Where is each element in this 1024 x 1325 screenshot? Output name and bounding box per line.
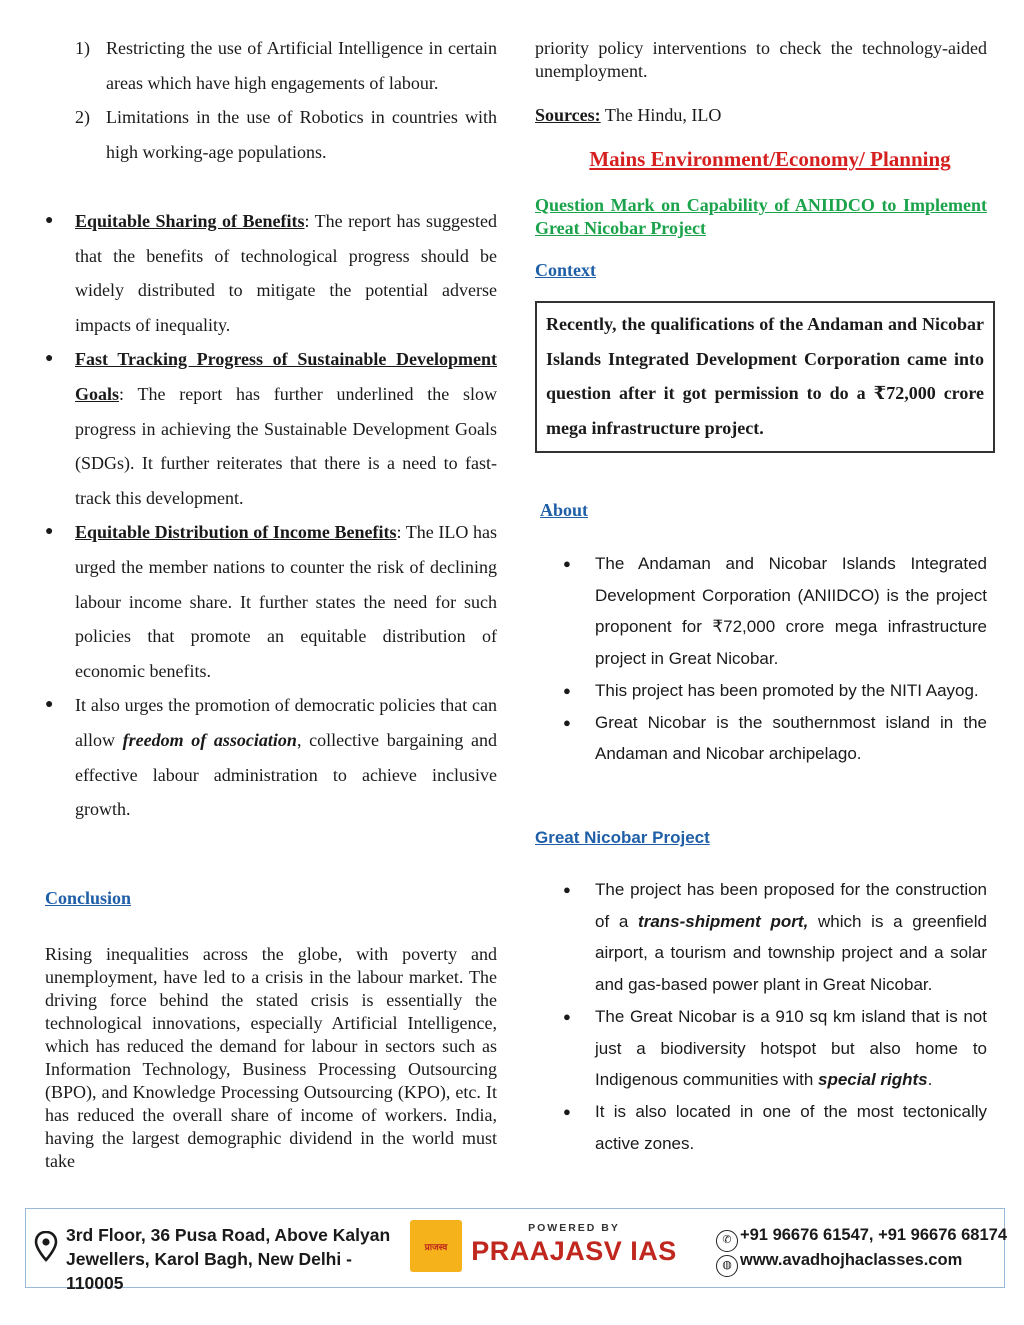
bullet-text: : The report has suggested that the benefits of technological progress should be widely distributed to mitigate the potential adverse impacts of inequality.	[75, 211, 498, 335]
bullet-text: The project has been proposed for the construction of a	[595, 880, 987, 931]
bullet-item	[45, 688, 497, 826]
item-number: 1)	[75, 38, 90, 58]
bullet-dot: ●	[563, 1008, 571, 1024]
bullet-item	[535, 1096, 987, 1159]
bullet-dot: ●	[563, 1103, 571, 1119]
powered-by-label: POWERED BY	[528, 1222, 620, 1234]
context-box: Recently, the qualifications of the Andaman and Nicobar Islands Integrated Development Corporation came into question after it got permission to do a ₹72,000 crore mega infrastructure project.	[535, 301, 995, 453]
bullet-item	[535, 675, 987, 707]
conclusion-text: Rising inequalities across the globe, with poverty and unemployment, have led to a crisis in the labour market. The driving force behind the stated crisis is essentially the technological innovations, especially Artificial Intelligence, which has reduced the demand for labour in sectors such as Information Technology, Business Processing Outsourcing (BPO), and Knowledge Processing Outsourcing (KPO), etc. It has reduced the overall share of income of workers. India, having the largest demographic dividend in the world must take	[45, 944, 497, 1171]
article-title: Question Mark on Capability of ANIIDCO to Implement Great Nicobar Project	[535, 195, 987, 238]
bullet-dot: ●	[563, 556, 571, 571]
footer-phones	[716, 1226, 1007, 1252]
bullet-text: : The report has further underlined the slow progress in achieving the Sustainable Development Goals (SDGs). It further reiterates that there is a need to fast-track this development.	[75, 383, 497, 508]
bullet-item	[535, 707, 987, 770]
item-text: Restricting the use of Artificial Intelligence in certain areas which have high engagements of labour.	[106, 38, 497, 93]
bullet-dot: ●	[563, 682, 571, 698]
bullet-title: Fast Tracking Progress of Sustainable Development Goals	[75, 349, 497, 404]
bullet-text: : The ILO has urged the member nations to counter the risk of declining labour income share. It further states the need for such policies that promote an equitable distribution of economic benefits.	[75, 522, 497, 681]
bullet-title: Equitable Sharing of Benefits	[75, 211, 305, 231]
about-list	[535, 548, 987, 770]
conclusion-heading: Conclusion	[45, 888, 132, 908]
website-link[interactable]: www.avadhojhaclasses.com	[740, 1251, 963, 1269]
phone-numbers: +91 96676 61547, +91 96676 68174	[740, 1226, 1008, 1244]
great-nicobar-heading: Great Nicobar Project	[535, 828, 710, 847]
sources-text: The Hindu, ILO	[600, 105, 722, 125]
address-line: 3rd Floor, 36 Pusa Road, Above Kalyan	[66, 1225, 391, 1245]
address-line: Jewellers, Karol Bagh, New Delhi - 110005	[66, 1249, 352, 1293]
mains-heading: Mains Environment/Economy/ Planning	[589, 147, 951, 171]
great-nicobar-list	[535, 874, 987, 1159]
bullet-dot: ●	[45, 524, 54, 540]
bullet-text: The Great Nicobar is a 910 sq km island that is not just a biodiversity hotspot but also home to Indigenous communities with	[595, 1006, 987, 1090]
bullet-item	[535, 548, 987, 675]
bullet-text: which is a greenfield airport, a tourism and township project and a solar and gas-based power plant in Great Nicobar.	[595, 911, 987, 995]
brand-logo	[410, 1220, 462, 1272]
bullet-list	[45, 204, 497, 827]
bullet-dot: ●	[45, 351, 54, 367]
bullet-text: .	[927, 1070, 933, 1090]
bullet-item	[45, 515, 497, 688]
phone-icon: ✆	[716, 1230, 738, 1252]
bullet-dot: ●	[563, 714, 571, 730]
about-heading: About	[540, 500, 589, 520]
bullet-text: Great Nicobar is the southernmost island in the Andaman and Nicobar archipelago.	[595, 712, 987, 764]
sources-label: Sources:	[535, 105, 601, 125]
footer-address	[66, 1223, 406, 1295]
bullet-item	[535, 874, 987, 1001]
logo-text: प्राजस्व	[424, 1242, 448, 1253]
bullet-emphasis: special rights	[818, 1070, 928, 1090]
numbered-item	[45, 100, 497, 169]
bullet-emphasis: trans-shipment port,	[638, 911, 809, 931]
bullet-title: Equitable Distribution of Income Benefits	[75, 522, 397, 543]
numbered-list	[45, 31, 497, 169]
location-pin-icon	[34, 1231, 58, 1263]
numbered-item	[45, 31, 497, 100]
brand-name: PRAAJASV IAS	[471, 1236, 677, 1266]
bullet-emphasis: freedom of association	[122, 729, 297, 750]
bullet-dot: ●	[45, 697, 54, 713]
globe-icon: ◍	[716, 1255, 738, 1277]
sources-line	[535, 104, 987, 127]
bullet-text: It is also located in one of the most tectonically active zones.	[595, 1101, 987, 1153]
bullet-text: It also urges the promotion of democratic policies that can allow	[75, 695, 497, 750]
bullet-text: The Andaman and Nicobar Islands Integrated Development Corporation (ANIIDCO) is the project proponent for ₹72,000 crore mega infrastructure project in Great Nicobar.	[595, 554, 987, 669]
footer-website	[716, 1251, 962, 1277]
bullet-item	[45, 204, 497, 342]
bullet-dot: ●	[45, 213, 54, 228]
context-heading: Context	[535, 260, 596, 280]
bullet-item	[535, 1001, 987, 1096]
bullet-text: , collective bargaining and effective labour administration to achieve inclusive growth.	[75, 729, 497, 820]
footer-banner	[25, 1208, 1008, 1293]
continuation-text: priority policy interventions to check the technology-aided unemployment.	[535, 38, 987, 81]
item-number: 2)	[75, 107, 90, 127]
bullet-item	[45, 342, 497, 515]
bullet-text: This project has been promoted by the NITI Aayog.	[595, 680, 979, 700]
bullet-dot: ●	[563, 882, 571, 897]
item-text: Limitations in the use of Robotics in countries with high working-age populations.	[106, 107, 497, 162]
